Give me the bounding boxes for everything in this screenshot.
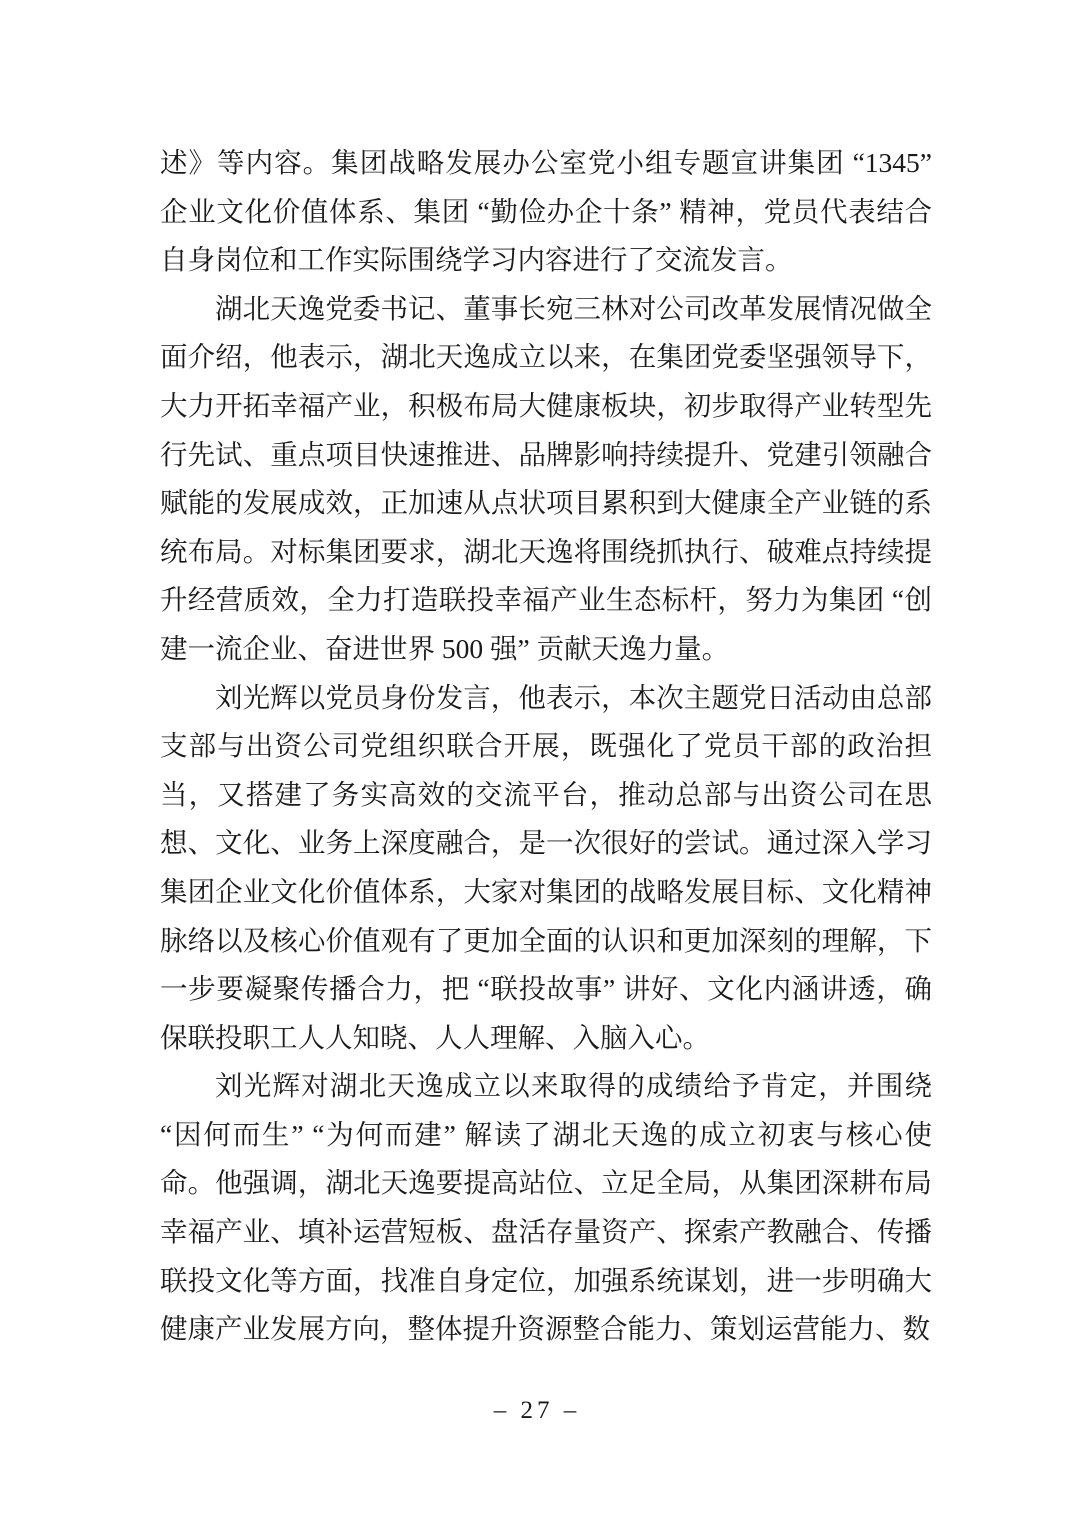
paragraph: 湖北天逸党委书记、董事长宛三林对公司改革发展情况做全面介绍，他表示，湖北天逸成立以来，在集团党委坚强领导下，大力开拓幸福产业，积极布局大健康板块，初步取得产业转型先行先试、重点项目快速推进、品牌影响持续提升、党建引领融合赋能的发展成效，正加速从点状项目累积到大健康全产业链的系统布局。对标集团要求，湖北天逸将围绕抓执行、破难点持续提升经营质效，全力打造联投幸福产业生态标杆，努力为集团 “创建一流企业、奋进世界 500 强” 贡献天逸力量。 [160,292,932,664]
page-number: – 27 – [493,1397,581,1424]
paragraph: 刘光辉以党员身份发言，他表示，本次主题党日活动由总部支部与出资公司党组织联合开展，既强化了党员干部的政治担当，又搭建了务实高效的交流平台，推动总部与出资公司在思想、文化、业务上深度融合，是一次很好的尝试。通过深入学习集团企业文化价值体系，大家对集团的战略发展目标、文化精神脉络以及核心价值观有了更加全面的认识和更加深刻的理解，下一步要凝聚传播合力，把 “联投故事” 讲好、文化内涵讲透，确保联投职工人人知晓、人人理解、入脑入心。 [160,681,932,1053]
page-footer [0,1396,1074,1426]
document-body [160,139,932,1354]
paragraph: 刘光辉对湖北天逸成立以来取得的成绩给予肯定，并围绕 “因何而生” “为何而建” 解读了湖北天逸的成立初衷与核心使命。他强调，湖北天逸要提高站位、立足全局，从集团深耕布局幸福产业、填补运营短板、盘活存量资产、探索产教融合、传播联投文化等方面，找准自身定位，加强系统谋划，进一步明确大健康产业发展方向，整体提升资源整合能力、策划运营能力、数 [160,1070,932,1345]
paragraph: 述》等内容。集团战略发展办公室党小组专题宣讲集团 “1345”企业文化价值体系、集团 “勤俭办企十条” 精神，党员代表结合自身岗位和工作实际围绕学习内容进行了交流发言。 [160,147,932,276]
